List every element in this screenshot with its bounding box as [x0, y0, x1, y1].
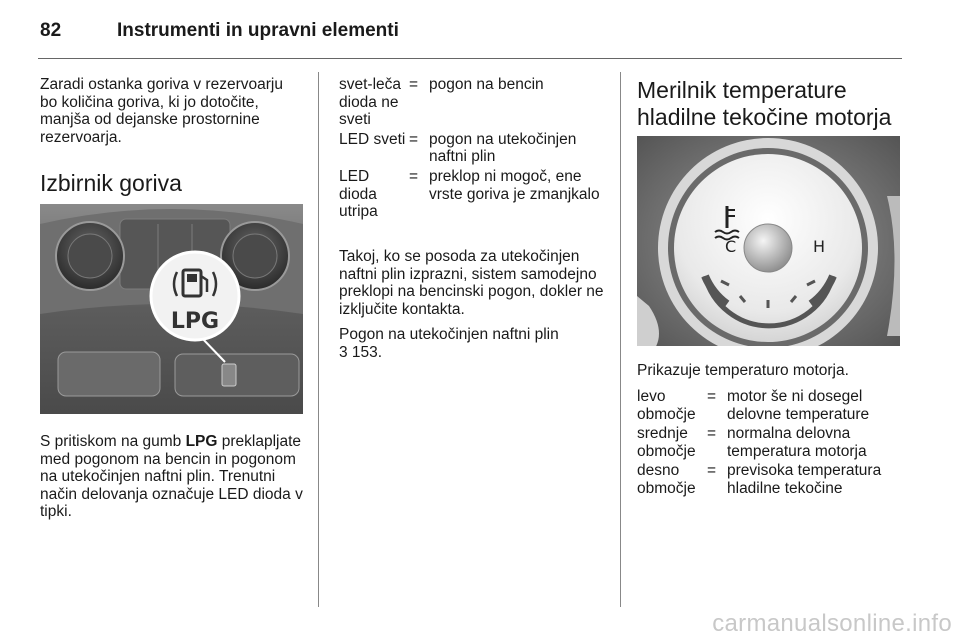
table-row [637, 462, 902, 497]
table-term: levo območje [637, 388, 696, 423]
caption-text-pre: S pritiskom na gumb [40, 433, 186, 450]
lpg-reference-paragraph [339, 326, 611, 361]
page-ref-icon: 3 [339, 343, 348, 361]
auto-switch-paragraph: Takoj, ko se posoda za utekočinjen naftni plin izprazni, sistem samodejno preklopi na bencinski pogon, dokler ne izključite kontakta. [339, 248, 604, 318]
header-divider [38, 58, 902, 59]
table-definition: pogon na utekočinjen naftni plin [429, 130, 577, 166]
coolant-gauge-illustration [637, 136, 900, 346]
watermark: carmanualsonline.info [712, 610, 952, 637]
gauge-zones-table [637, 388, 902, 500]
table-row [637, 388, 902, 423]
table-term: desno območje [637, 462, 696, 497]
table-definition: previsoka temperatura hladilne tekočine [727, 462, 882, 497]
table-equals: = [409, 167, 419, 185]
gauge-cold-label: C [725, 237, 737, 256]
lpg-button-photo [40, 204, 303, 414]
column-divider-2 [620, 72, 621, 607]
table-definition: normalna delovna temperatura motorja [727, 425, 867, 460]
heading-coolant-gauge: Merilnik temperature hladilne tekočine motorja [637, 77, 892, 130]
page-reference[interactable] [339, 344, 611, 362]
table-row [339, 76, 611, 129]
table-definition: motor še ni dosegel delovne temperature [727, 388, 870, 423]
table-definition: pogon na bencin [429, 76, 544, 93]
table-equals: = [707, 462, 717, 480]
table-equals: = [409, 76, 419, 93]
lpg-button-illustration [40, 204, 303, 414]
table-row [339, 131, 611, 166]
table-term: LED sveti [339, 130, 406, 148]
table-equals: = [409, 130, 419, 148]
table-term: svet-leča dioda ne sveti [339, 76, 402, 129]
coolant-gauge-photo [637, 136, 900, 346]
heading-fuel-selector: Izbirnik goriva [40, 170, 182, 196]
lpg-badge-text: LPG [170, 309, 220, 334]
intro-paragraph: Zaradi ostanka goriva v rezervoarju bo količina goriva, ki jo dotočite, manjša od dejanske prostornine rezervoarja. [40, 76, 283, 146]
caption-lpg-bold: LPG [185, 433, 218, 450]
reference-text: Pogon na utekočinjen naftni plin [339, 326, 559, 343]
caption-text-post: preklapljate med pogonom na bencin in pogonom na utekočinjen naftni plin. Trenutni način delovanja označuje LED dioda v tipki. [40, 433, 303, 521]
section-title: Instrumenti in upravni elementi [117, 20, 399, 41]
table-equals: = [707, 425, 717, 443]
table-definition: preklop ni mogoč, ene vrste goriva je zmanjkalo [429, 167, 600, 203]
page-ref-number: 153. [347, 343, 383, 361]
page-number: 82 [40, 20, 62, 41]
led-status-table [339, 76, 611, 223]
table-row [339, 168, 611, 221]
table-equals: = [707, 388, 717, 405]
gauge-hot-label: H [813, 237, 826, 256]
table-term: LED dioda utripa [339, 167, 378, 221]
table-row [637, 425, 902, 460]
table-term: srednje območje [637, 425, 696, 460]
lpg-caption [40, 433, 305, 521]
gauge-caption: Prikazuje temperaturo motorja. [637, 362, 849, 379]
column-divider-1 [318, 72, 319, 607]
